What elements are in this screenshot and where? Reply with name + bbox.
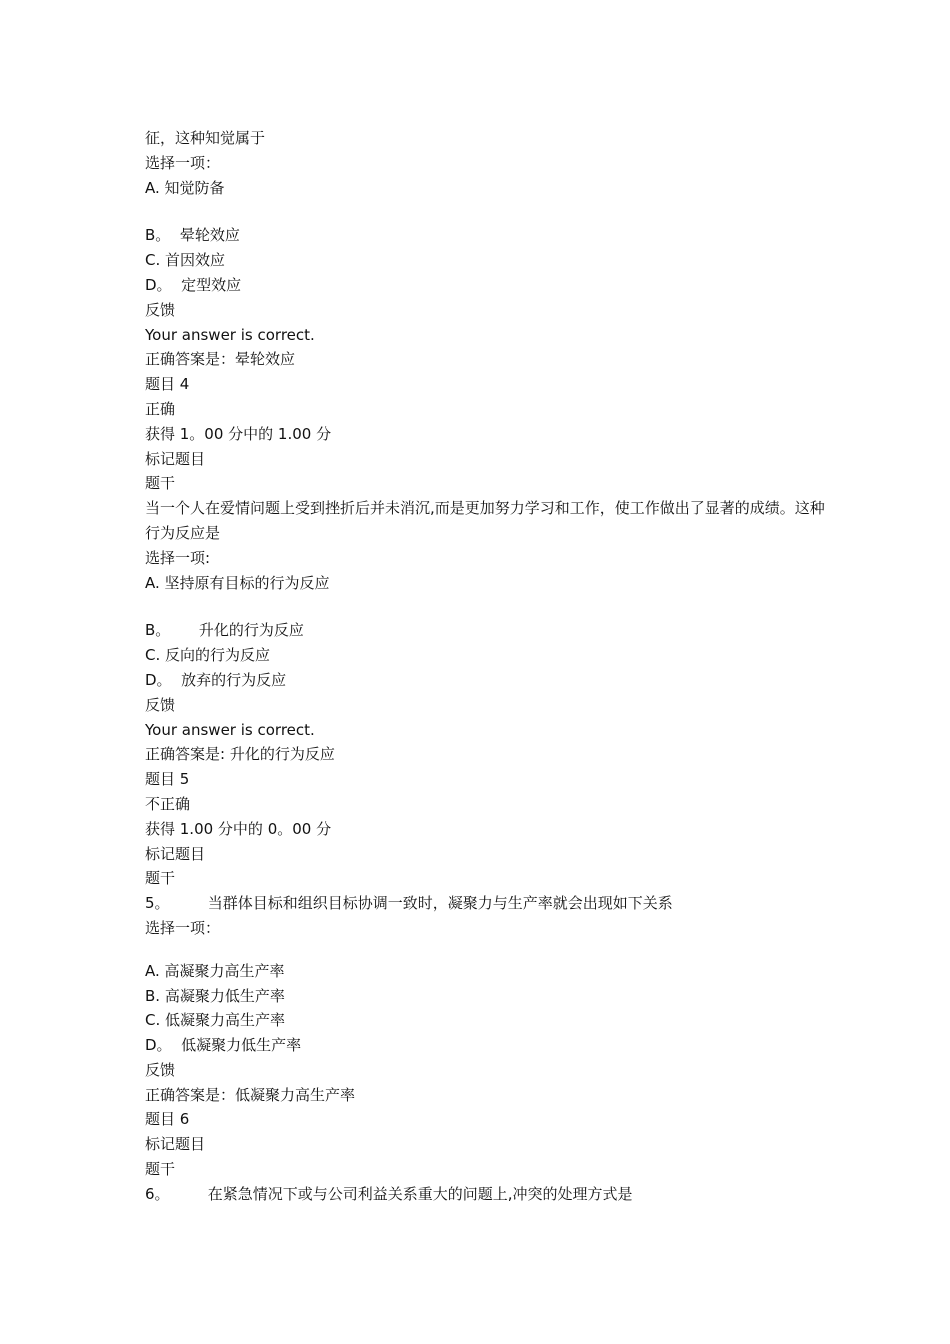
question-4-feedback-label: 反馈 [145, 695, 176, 714]
quiz-document [145, 126, 825, 1207]
question-3-correct-answer: 正确答案是：晕轮效应 [145, 350, 296, 369]
question-4-stem-label: 题干 [145, 474, 176, 493]
question-3-option-a[interactable]: A. 知觉防备 [145, 178, 225, 197]
question-4-score: 获得 1。00 分中的 1.00 分 [145, 424, 332, 443]
question-4-option-d[interactable]: D。 放弃的行为反应 [145, 670, 287, 689]
question-5-option-b[interactable]: B. 高凝聚力低生产率 [145, 986, 285, 1005]
question-3-option-b[interactable]: B。 晕轮效应 [145, 226, 240, 245]
question-4-select-prompt: 选择一项: [145, 548, 211, 567]
question-5-select-prompt: 选择一项： [145, 918, 221, 937]
question-5-stem-label: 题干 [145, 869, 176, 888]
question-4-flag-link[interactable]: 标记题目 [145, 449, 206, 468]
question-4-correct-answer: 正确答案是: 升化的行为反应 [145, 745, 335, 764]
question-3-stem: 征，这种知觉属于 [145, 129, 266, 147]
question-4-option-c[interactable]: C. 反向的行为反应 [145, 646, 271, 665]
question-3-option-d[interactable]: D。 定型效应 [145, 275, 242, 294]
question-5-feedback-label: 反馈 [145, 1060, 176, 1079]
question-5-stem: 5。 当群体目标和组织目标协调一致时，凝聚力与生产率就会出现如下关系 [145, 894, 673, 913]
question-5-number: 题目 5 [145, 770, 190, 789]
question-5-option-c[interactable]: C. 低凝聚力高生产率 [145, 1011, 286, 1030]
question-3-option-c[interactable]: C. 首因效应 [145, 251, 226, 270]
question-3-result: Your answer is correct. [145, 325, 315, 344]
question-5-status: 不正确 [145, 794, 191, 813]
question-6-flag-link[interactable]: 标记题目 [145, 1135, 206, 1154]
question-4-result: Your answer is correct. [145, 720, 315, 739]
question-4-option-b[interactable]: B。 升化的行为反应 [145, 621, 304, 640]
question-5-option-a[interactable]: A. 高凝聚力高生产率 [145, 961, 285, 980]
question-4-status: 正确 [145, 399, 176, 418]
question-5-score: 获得 1.00 分中的 0。00 分 [145, 819, 332, 838]
question-5-correct-answer: 正确答案是：低凝聚力高生产率 [145, 1085, 356, 1104]
question-6-stem-label: 题干 [145, 1160, 176, 1179]
question-3-feedback-label: 反馈 [145, 300, 176, 319]
question-4-number: 题目 4 [145, 375, 190, 394]
question-5-option-d[interactable]: D。 低凝聚力低生产率 [145, 1036, 302, 1055]
question-5-flag-link[interactable]: 标记题目 [145, 844, 206, 863]
question-3-select-prompt: 选择一项： [145, 153, 221, 172]
question-4-option-a[interactable]: A. 坚持原有目标的行为反应 [145, 573, 330, 592]
question-6-number: 题目 6 [145, 1110, 190, 1129]
question-4-stem: 当一个人在爱情问题上受到挫折后并未消沉,而是更加努力学习和工作，使工作做出了显著的成绩。这种行为反应是 [145, 499, 825, 542]
question-6-stem: 6。 在紧急情况下或与公司利益关系重大的问题上,冲突的处理方式是 [145, 1184, 633, 1203]
